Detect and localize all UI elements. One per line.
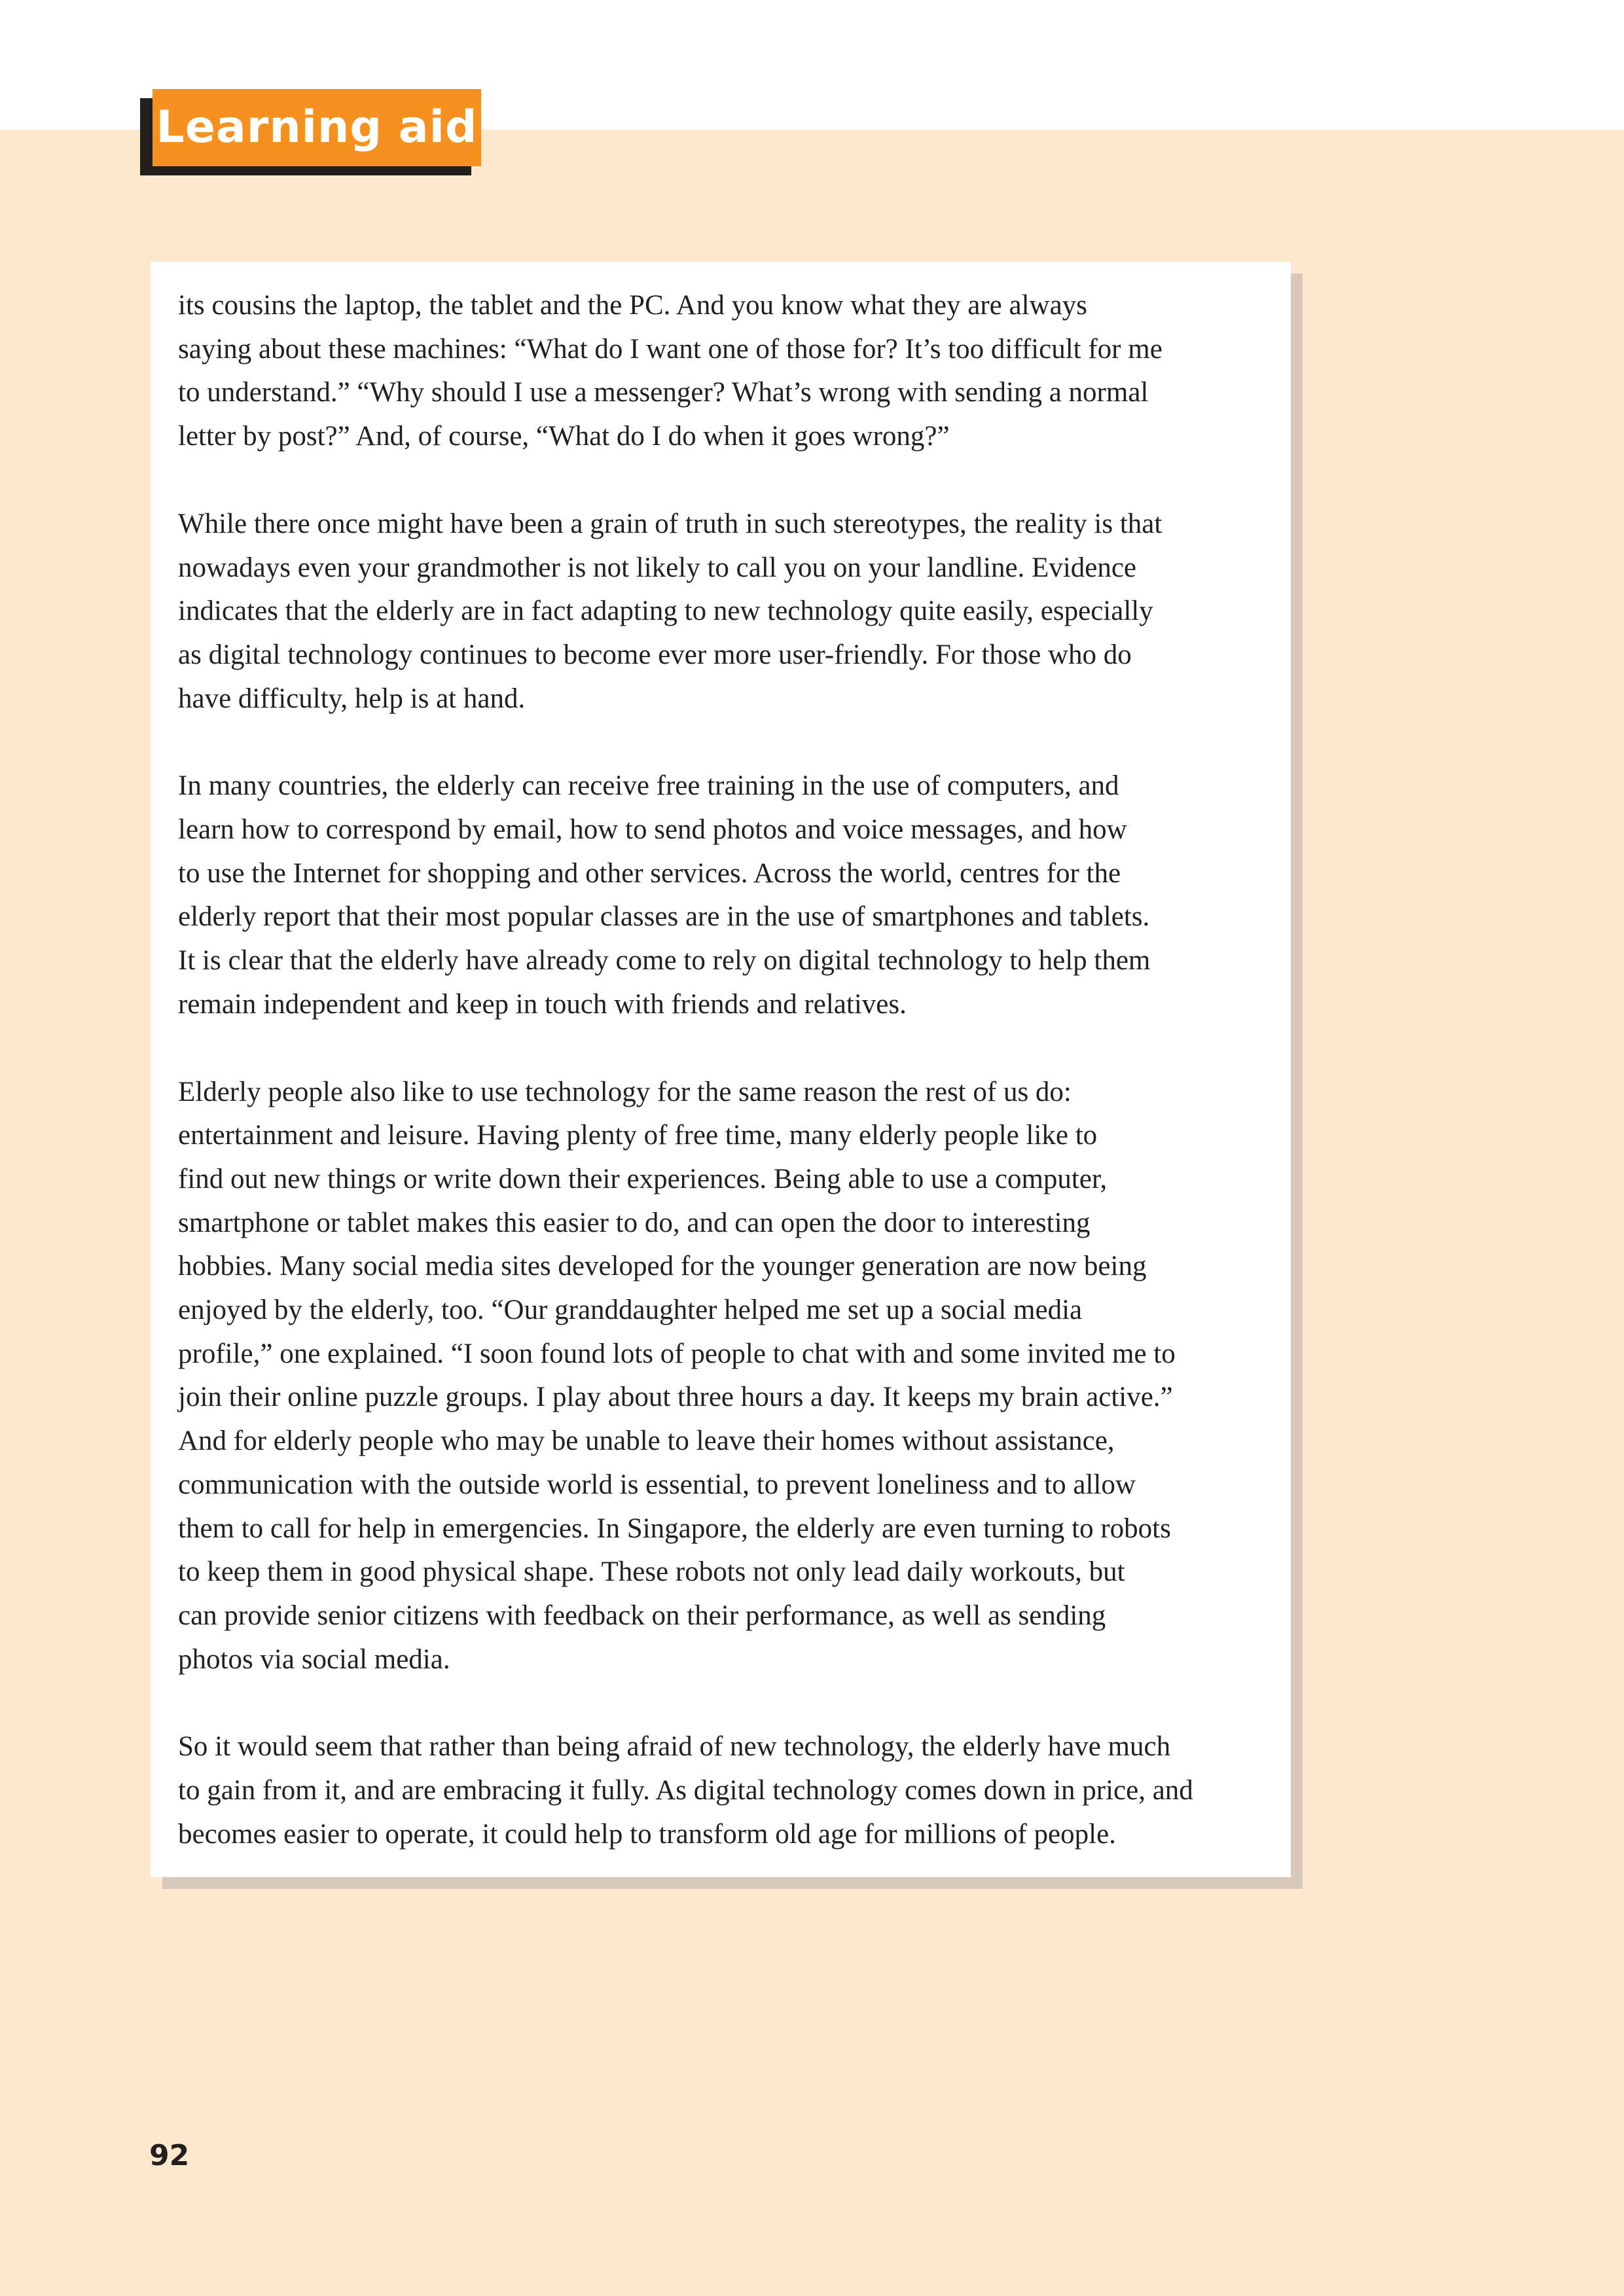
text-card: [151, 262, 1291, 1877]
paragraph-3: In many countries, the elderly can receive free training in the use of computers, and learn how to correspond by email, how to send photos and voice messages, and how to use the Internet for shopping and other services. Across the world, centres for the elderly report that their most popular classes are in the use of smartphones and tablets. It is clear that the elderly have already come to rely on digital technology to help them remain independent and keep in touch with friends and relatives.: [178, 770, 1151, 1020]
paragraph-4: Elderly people also like to use technology for the same reason the rest of us do: entertainment and leisure. Having plenty of free time, many elderly people like to find out new things or write down their experiences. Being able to use a computer, smartphone or tablet makes this easier to do, and can open the door to interesting hobbies. Many social media sites developed for the younger generation are now being enjoyed by the elderly, too. “Our granddaughter helped me set up a social media profile,” one explained. “I soon found lots of people to chat with and some invited me to join their online puzzle groups. I play about three hours a day. It keeps my brain active.” And for elderly people who may be unable to leave their homes without assistance, communication with the outside world is essential, to prevent loneliness and to allow them to call for help in emergencies. In Singapore, the elderly are even turning to robots to keep them in good physical shape. These robots not only lead daily workouts, but can provide senior citizens with feedback on their performance, as well as sending photos via social media.: [178, 1076, 1176, 1675]
page-number: 92: [149, 2139, 190, 2172]
paragraph-1: its cousins the laptop, the tablet and the PC. And you know what they are always saying about these machines: “What do I want one of those for? It’s too difficult for me to understand.” “Why should I use a messenger? What’s wrong with sending a normal letter by post?” And, of course, “What do I do when it goes wrong?”: [178, 290, 1163, 452]
paragraph-5: So it would seem that rather than being afraid of new technology, the elderly have much to gain from it, and are embracing it fully. As digital technology comes down in price, and becomes easier to operate, it could help to transform old age for millions of people.: [178, 1731, 1193, 1850]
paragraph-2: While there once might have been a grain of truth in such stereotypes, the reality is that nowadays even your grandmother is not likely to call you on your landline. Evidence indicates that the elderly are in fact adapting to new technology quite easily, especially as digital technology continues to become ever more user-friendly. For those who do have difficulty, help is at hand.: [178, 508, 1163, 714]
section-label: Learning aid: [153, 89, 481, 166]
